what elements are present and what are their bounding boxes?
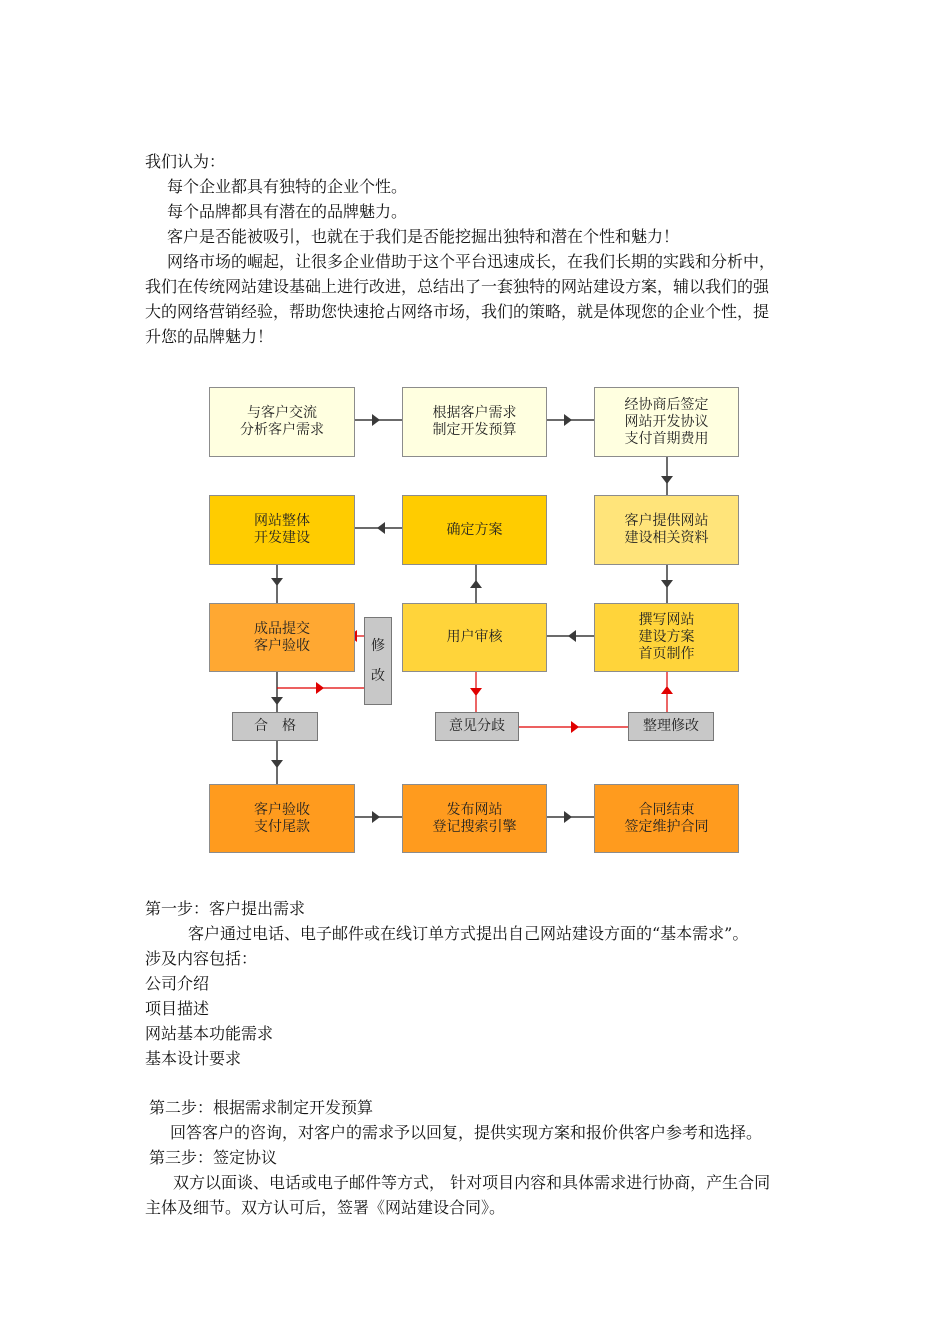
step3-description-line-1: 双方以面谈、电话或电子邮件等方式， 针对项目内容和具体需求进行协商，产生合同 [173,1173,771,1192]
step2-description: 回答客户的咨询，对客户的需求予以回复，提供实现方案和报价供客户参考和选择。 [170,1123,763,1142]
flow-box-pass: 合 格 [232,712,318,741]
red-arrow-head-revise-b9 [661,686,673,694]
flow-box-sign-agreement: 经协商后签定 网站开发协议 支付首期费用 [594,387,739,457]
flow-box-development: 网站整体 开发建设 [209,495,355,565]
intro-paragraph-line-1: 网络市场的崛起，让很多企业借助于这个平台迅速成长，在我们长期的实践和分析中， [167,252,776,271]
step1-title: 第一步：客户提出需求 [145,899,306,918]
intro-line-4: 客户是否能被吸引，也就在于我们是否能挖掘出独特和潜在个性和魅力！ [167,227,680,246]
step1-item-1: 公司介绍 [145,974,210,993]
step1-item-4: 基本设计要求 [145,1049,242,1068]
red-arrow-head-b7-modify [316,682,324,694]
flow-box-publish-site: 发布网站 登记搜索引擎 [402,784,547,853]
arrow-head-b9-b8 [568,630,576,642]
step3-description-line-2: 主体及细节。双方认可后，签署《网站建设合同》。 [145,1198,506,1217]
intro-paragraph-line-2: 我们在传统网站建设基础上进行改进，总结出了一套独特的网站建设方案，辅以我们的强 [145,277,770,296]
flow-box-user-review: 用户审核 [402,603,547,672]
step3-title: 第三步：签定协议 [149,1148,278,1167]
step1-item-3: 网站基本功能需求 [145,1024,274,1043]
arrow-head-pass-b10 [271,760,283,768]
flow-box-write-plan: 撰写网站 建设方案 首页制作 [594,603,739,672]
step1-scope: 涉及内容包括： [145,949,258,968]
red-arrow-head-b8-disagree [470,688,482,696]
arrow-head-b6-b9 [661,580,673,588]
flow-box-revise: 整理修改 [628,712,714,741]
intro-paragraph-line-3: 大的网络营销经验，帮助您快速抢占网络市场，我们的策略，就是体现您的企业个性，提 [145,302,770,321]
arrow-head-b8-b5 [470,580,482,588]
arrow-head-b5-b4 [377,522,385,534]
step1-item-2: 项目描述 [145,999,210,1018]
arrow-head-b1-b2 [372,414,380,426]
arrow-head-b11-b12 [564,811,572,823]
step1-description: 客户通过电话、电子邮件或在线订单方式提出自己网站建设方面的“基本需求”。 [188,924,749,943]
arrow-head-b7-pass [271,697,283,705]
flow-box-modify: 修 改 [364,617,392,705]
flow-box-confirm-plan: 确定方案 [402,495,547,565]
intro-line-3: 每个品牌都具有潜在的品牌魅力。 [167,202,408,221]
flow-box-submit-product: 成品提交 客户验收 [209,603,355,672]
flow-box-budget: 根据客户需求 制定开发预算 [402,387,547,457]
intro-paragraph-line-4: 升您的品牌魅力！ [145,327,274,346]
step2-title: 第二步：根据需求制定开发预算 [149,1098,374,1117]
arrow-head-b2-b3 [564,414,572,426]
arrow-head-b4-b7 [271,578,283,586]
flow-box-communicate: 与客户交流 分析客户需求 [209,387,355,457]
flow-box-contract-end: 合同结束 签定维护合同 [594,784,739,853]
red-arrow-head-disagree-revise [571,721,579,733]
flow-box-provide-materials: 客户提供网站 建设相关资料 [594,495,739,565]
intro-line-1: 我们认为： [145,152,226,171]
flow-box-final-payment: 客户验收 支付尾款 [209,784,355,853]
arrow-head-b3-b6 [661,476,673,484]
intro-line-2: 每个企业都具有独特的企业个性。 [167,177,408,196]
flow-box-disagreement: 意见分歧 [435,712,519,741]
arrow-head-b10-b11 [372,811,380,823]
